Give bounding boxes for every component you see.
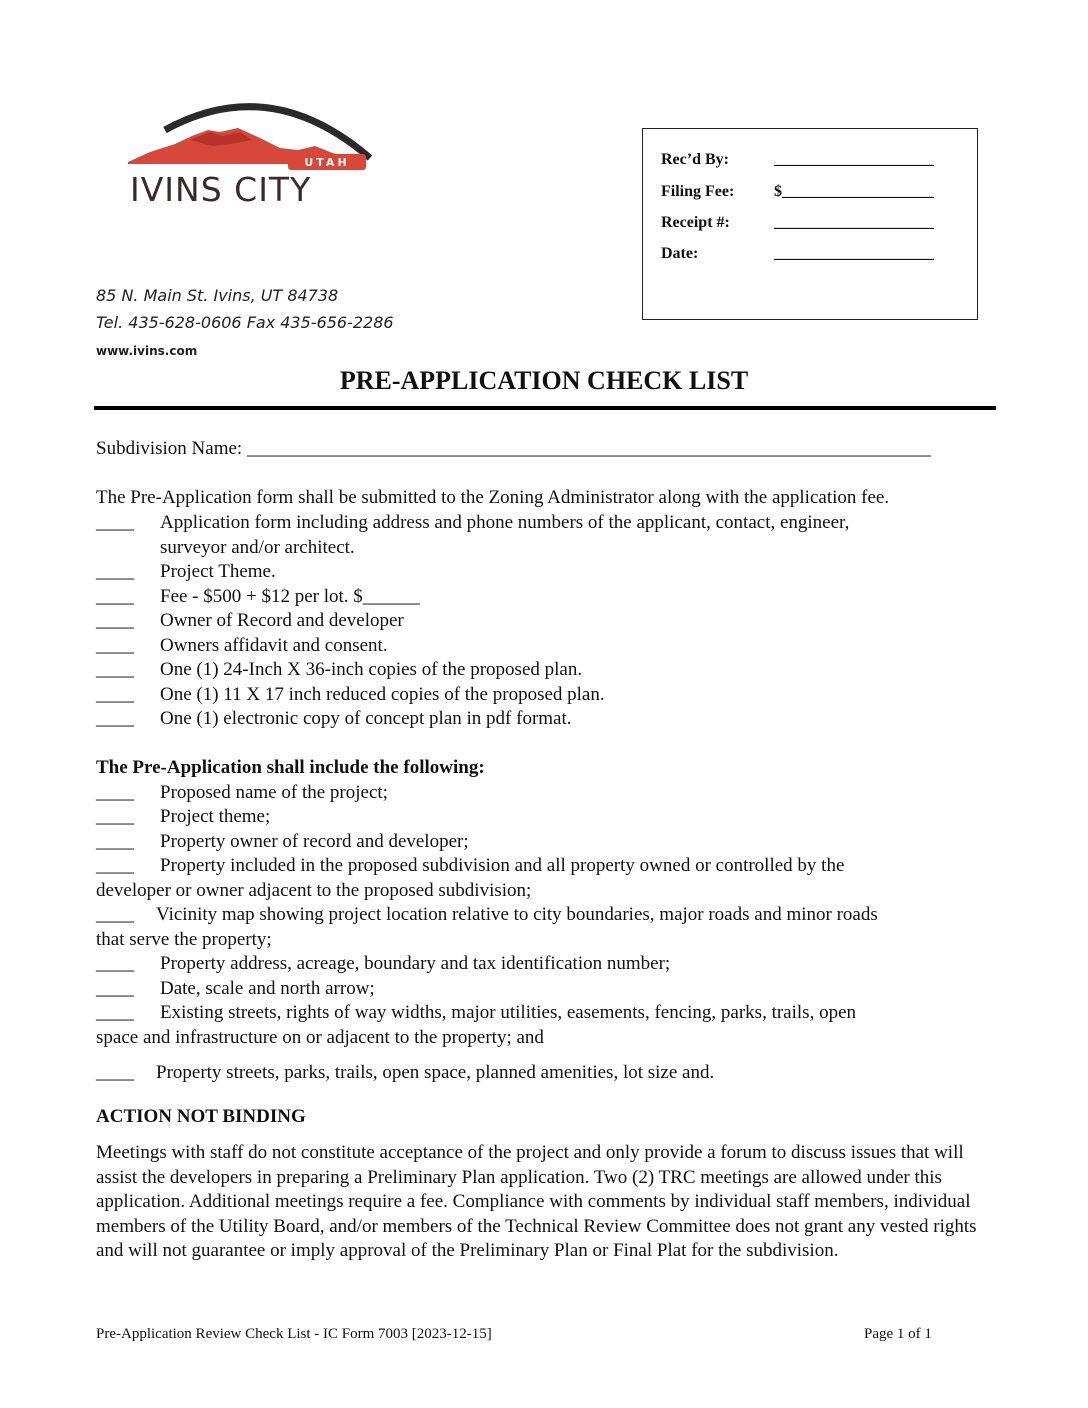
check-blank[interactable]: ____ bbox=[96, 1002, 134, 1023]
checklist-item[interactable]: ____ Property streets, parks, trails, open space, planned amenities, lot size and. bbox=[96, 1062, 715, 1083]
checklist-item-continued: space and infrastructure on or adjacent to the property; and bbox=[96, 1027, 544, 1048]
include-heading: The Pre-Application shall include the following: bbox=[96, 757, 485, 778]
check-blank[interactable]: ____ bbox=[96, 659, 134, 680]
filing-fee-label: Filing Fee: bbox=[661, 183, 735, 200]
page-title: PRE-APPLICATION CHECK LIST bbox=[339, 366, 749, 395]
phone-line: Tel. 435-628-0606 Fax 435-656-2286 bbox=[96, 313, 394, 332]
checklist-item[interactable]: ____ Owner of Record and developer bbox=[96, 610, 404, 631]
checklist-item-continued: surveyor and/or architect. bbox=[160, 537, 355, 558]
check-blank[interactable]: ____ bbox=[96, 561, 134, 582]
receipt-field[interactable]: ____________________ bbox=[774, 214, 934, 231]
check-blank[interactable]: ____ bbox=[96, 953, 134, 974]
checklist-item[interactable]: ____ Existing streets, rights of way widths, major utilities, easements, fencing, parks, trails, open bbox=[96, 1002, 857, 1023]
logo-city-text: IVINS CITY bbox=[130, 170, 312, 209]
checklist-item[interactable]: ____ Project theme; bbox=[96, 806, 271, 827]
title-divider bbox=[94, 406, 996, 410]
checklist-item[interactable]: ____ One (1) electronic copy of concept plan in pdf format. bbox=[96, 708, 572, 729]
checklist-item[interactable]: ____ Property included in the proposed subdivision and all property owned or controlled by the bbox=[96, 855, 845, 876]
checklist-item-continued: developer or owner adjacent to the proposed subdivision; bbox=[96, 880, 532, 901]
checklist-item[interactable]: ____ Property owner of record and developer; bbox=[96, 831, 469, 852]
checklist-item[interactable]: ____ Date, scale and north arrow; bbox=[96, 978, 375, 999]
check-blank[interactable]: ____ bbox=[96, 855, 134, 876]
check-blank[interactable]: ____ bbox=[96, 782, 134, 803]
checklist-item[interactable]: ____ Application form including address and phone numbers of the applicant, contact, engineer, bbox=[96, 512, 850, 533]
check-blank[interactable]: ____ bbox=[96, 831, 134, 852]
action-heading: ACTION NOT BINDING bbox=[96, 1106, 306, 1127]
checklist-item-continued: that serve the property; bbox=[96, 929, 272, 950]
website-link[interactable]: www.ivins.com bbox=[96, 344, 198, 358]
checklist-item[interactable]: ____ One (1) 11 X 17 inch reduced copies of the proposed plan. bbox=[96, 684, 605, 705]
checklist-item[interactable]: ____ One (1) 24-Inch X 36-inch copies of the proposed plan. bbox=[96, 659, 583, 680]
action-paragraph: Meetings with staff do not constitute acceptance of the project and only provide a forum to discuss issues that will assist the developers in preparing a Preliminary Plan application. Two (2) TRC meetings are allowed under this application. Additional meetings require a fee. Compliance with comments by individual staff members, individual members of the Utility Board, and/or members of the Technical Review Committee does not grant any vested rights and will not guarantee or imply approval of the Preliminary Plan or Final Plat for the subdivision. bbox=[96, 1142, 977, 1261]
check-blank[interactable]: ____ bbox=[96, 684, 134, 705]
footer-page-number: Page 1 of 1 bbox=[864, 1326, 932, 1342]
date-field[interactable]: ____________________ bbox=[774, 245, 934, 262]
recd-by-field[interactable]: ____________________ bbox=[774, 151, 934, 168]
check-blank[interactable]: ____ bbox=[96, 806, 134, 827]
check-blank[interactable]: ____ bbox=[96, 512, 134, 533]
checklist-item[interactable]: ____ Property address, acreage, boundary and tax identification number; bbox=[96, 953, 671, 974]
checklist-item[interactable]: ____ Vicinity map showing project location relative to city boundaries, major roads and minor roads bbox=[96, 904, 878, 925]
receipt-label: Receipt #: bbox=[661, 214, 730, 231]
date-label: Date: bbox=[661, 245, 699, 262]
checklist-item[interactable]: ____ Proposed name of the project; bbox=[96, 782, 388, 803]
check-blank[interactable]: ____ bbox=[96, 635, 134, 656]
logo-utah-text: UTAH bbox=[304, 156, 350, 169]
ivins-city-logo bbox=[120, 100, 390, 210]
filing-fee-field[interactable]: $___________________ bbox=[774, 183, 934, 200]
recd-by-label: Rec’d By: bbox=[661, 151, 729, 168]
check-blank[interactable]: ____ bbox=[96, 1062, 134, 1083]
checklist-item[interactable]: ____ Fee - $500 + $12 per lot. $______ bbox=[96, 586, 420, 607]
check-blank[interactable]: ____ bbox=[96, 586, 134, 607]
check-blank[interactable]: ____ bbox=[96, 610, 134, 631]
subdivision-name-field[interactable]: Subdivision Name: ________________________________________________________________________ bbox=[96, 438, 931, 459]
address-line: 85 N. Main St. Ivins, UT 84738 bbox=[96, 286, 339, 305]
check-blank[interactable]: ____ bbox=[96, 978, 134, 999]
office-use-box bbox=[642, 128, 978, 320]
intro-text: The Pre-Application form shall be submitted to the Zoning Administrator along with the application fee. bbox=[96, 487, 890, 508]
checklist-item[interactable]: ____ Project Theme. bbox=[96, 561, 276, 582]
footer-form-id: Pre-Application Review Check List - IC Form 7003 [2023-12-15] bbox=[96, 1326, 492, 1342]
check-blank[interactable]: ____ bbox=[96, 904, 134, 925]
check-blank[interactable]: ____ bbox=[96, 708, 134, 729]
checklist-item[interactable]: ____ Owners affidavit and consent. bbox=[96, 635, 388, 656]
